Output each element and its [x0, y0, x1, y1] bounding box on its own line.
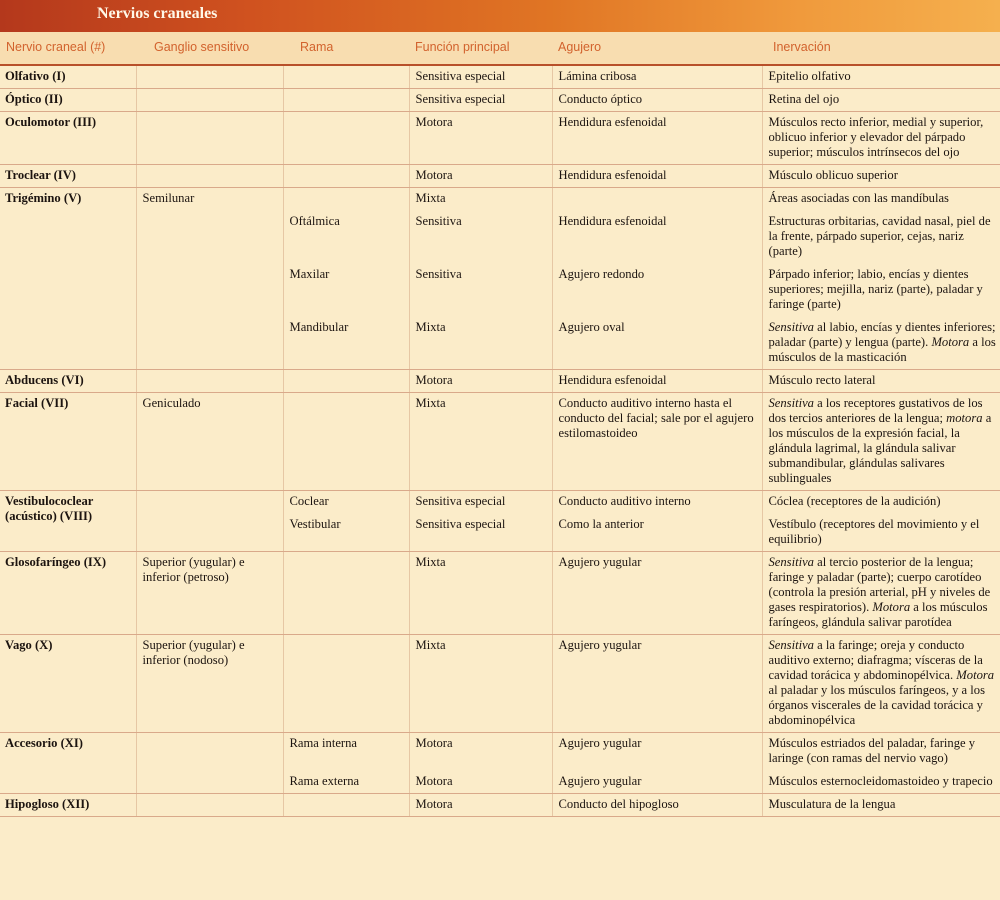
sub-innervation: Músculos esternocleidomastoideo y trapecio — [768, 774, 993, 788]
innervation-cell — [762, 112, 1000, 165]
innervation-cell — [762, 733, 1000, 794]
sub-innervation: Sensitiva a la faringe; oreja y conducto auditivo externo; diafragma; vísceras de la cavidad torácica y abdominopélvica. Motora al paladar y los músculos faríngeos, y a los órganos viscerales de la cavidad torácica y abdominopélvica — [768, 638, 995, 727]
sub-function: Sensitiva especial — [415, 517, 506, 531]
sub-branch — [290, 797, 405, 812]
innervation-cell — [762, 89, 1000, 112]
sub-branch — [290, 168, 405, 183]
ganglion-cell — [136, 165, 283, 188]
foramen-cell — [552, 393, 762, 491]
sub-branch — [290, 191, 405, 206]
table-row — [0, 491, 1000, 552]
innervation-cell — [762, 635, 1000, 733]
function-cell — [409, 491, 552, 552]
sub-innervation: Músculos estriados del paladar, faringe y laringe (con ramas del nervio vago) — [768, 736, 976, 765]
nerve-cell: Glosofaríngeo (IX) — [0, 552, 136, 635]
sub-function: Motora — [415, 736, 453, 750]
sub-innervation: Retina del ojo — [768, 92, 840, 106]
sub-innervation: Epitelio olfativo — [768, 69, 851, 83]
sub-foramen: Hendidura esfenoidal — [558, 373, 667, 387]
branch-cell — [283, 66, 409, 89]
nerve-cell: Vago (X) — [0, 635, 136, 733]
ganglion-cell: Geniculado — [136, 393, 283, 491]
sub-function: Motora — [415, 774, 453, 788]
sub-innervation: Párpado inferior; labio, encías y dientes superiores; mejilla, nariz (parte), paladar y faringe (parte) — [768, 267, 983, 311]
nerve-cell: Hipogloso (XII) — [0, 794, 136, 817]
foramen-cell — [552, 370, 762, 393]
sub-innervation: Áreas asociadas con las mandíbulas — [768, 191, 949, 205]
function-cell — [409, 794, 552, 817]
sub-branch: Coclear — [289, 494, 329, 508]
sub-innervation: Estructuras orbitarias, cavidad nasal, piel de la frente, párpado superior, cejas, nariz (parte) — [768, 214, 991, 258]
header-function: Función principal — [415, 40, 510, 54]
function-cell — [409, 393, 552, 491]
sub-branch — [290, 396, 405, 486]
innervation-cell — [762, 165, 1000, 188]
sub-function: Mixta — [415, 396, 446, 410]
table-row — [0, 552, 1000, 635]
foramen-cell — [552, 112, 762, 165]
foramen-cell — [552, 188, 762, 370]
ganglion-cell — [136, 112, 283, 165]
sub-foramen: Agujero redondo — [558, 267, 645, 281]
table-row — [0, 370, 1000, 393]
nerve-cell: Abducens (VI) — [0, 370, 136, 393]
sub-foramen: Hendidura esfenoidal — [558, 115, 667, 129]
sub-function: Mixta — [415, 638, 446, 652]
branch-cell — [283, 112, 409, 165]
function-cell — [409, 112, 552, 165]
header-branch: Rama — [300, 40, 334, 54]
sub-branch — [290, 69, 405, 84]
ganglion-cell: Semilunar — [136, 188, 283, 370]
branch-cell — [283, 552, 409, 635]
foramen-cell — [552, 165, 762, 188]
header-ganglion: Ganglio sensitivo — [154, 40, 250, 54]
sub-function: Motora — [415, 797, 453, 811]
innervation-cell — [762, 491, 1000, 552]
ganglion-cell — [136, 491, 283, 552]
function-cell — [409, 66, 552, 89]
table-row — [0, 794, 1000, 817]
sub-innervation: Sensitiva al labio, encías y dientes inferiores; paladar (parte) y lengua (parte). Motora a los músculos de la masticación — [768, 320, 996, 364]
foramen-cell — [552, 552, 762, 635]
function-cell — [409, 635, 552, 733]
nerve-cell: Óptico (II) — [0, 89, 136, 112]
foramen-cell — [552, 733, 762, 794]
innervation-cell — [762, 552, 1000, 635]
nerve-cell: Vestibulococlear (acústico) (VIII) — [0, 491, 136, 552]
function-cell — [409, 165, 552, 188]
sub-branch: Mandibular — [289, 320, 349, 334]
sub-function: Sensitiva especial — [415, 92, 506, 106]
sub-foramen: Conducto óptico — [558, 92, 643, 106]
ganglion-cell — [136, 370, 283, 393]
nerve-cell: Trigémino (V) — [0, 188, 136, 370]
sub-innervation: Músculos recto inferior, medial y superior, oblicuo inferior y elevador del párpado superior; músculos intrínsecos del ojo — [768, 115, 984, 159]
foramen-cell — [552, 635, 762, 733]
branch-cell — [283, 370, 409, 393]
sub-innervation: Músculo recto lateral — [768, 373, 876, 387]
cranial-nerves-table — [0, 66, 1000, 817]
sub-function: Mixta — [415, 191, 446, 205]
sub-function: Mixta — [415, 320, 446, 334]
table-row — [0, 188, 1000, 370]
header-foramen: Agujero — [558, 40, 602, 54]
sub-foramen: Conducto auditivo interno hasta el conducto del facial; sale por el agujero estilomastoideo — [558, 396, 754, 440]
branch-cell — [283, 89, 409, 112]
sub-branch: Vestibular — [289, 517, 341, 531]
nerve-cell: Oculomotor (III) — [0, 112, 136, 165]
sub-branch — [290, 373, 405, 388]
table-title: Nervios craneales — [97, 5, 218, 22]
sub-foramen: Agujero yugular — [558, 555, 642, 569]
sub-function: Motora — [415, 168, 453, 182]
column-header-row — [0, 32, 1000, 66]
table-row — [0, 89, 1000, 112]
ganglion-cell — [136, 89, 283, 112]
table-row — [0, 393, 1000, 491]
sub-innervation: Vestíbulo (receptores del movimiento y el equilibrio) — [768, 517, 980, 546]
sub-innervation: Sensitiva al tercio posterior de la lengua; faringe y paladar (parte); cuerpo carotídeo (controla la presión arterial, pH y niveles de gases respiratorios). Motora a los músculos faríngeos, glándula salivar parotídea — [768, 555, 991, 629]
sub-function: Sensitiva especial — [415, 69, 506, 83]
sub-foramen: Como la anterior — [558, 517, 644, 531]
header-nerve: Nervio craneal (#) — [6, 40, 106, 54]
sub-function: Sensitiva especial — [415, 494, 506, 508]
sub-branch — [290, 115, 405, 160]
function-cell — [409, 89, 552, 112]
nerve-cell: Accesorio (XI) — [0, 733, 136, 794]
branch-cell — [283, 794, 409, 817]
sub-function: Sensitiva — [415, 214, 462, 228]
sub-branch — [290, 555, 405, 630]
ganglion-cell: Superior (yugular) e inferior (nodoso) — [136, 635, 283, 733]
sub-function: Motora — [415, 115, 453, 129]
sub-foramen: Hendidura esfenoidal — [558, 168, 667, 182]
ganglion-cell: Superior (yugular) e inferior (petroso) — [136, 552, 283, 635]
table-row — [0, 165, 1000, 188]
innervation-cell — [762, 66, 1000, 89]
sub-foramen: Agujero oval — [558, 320, 625, 334]
sub-foramen: Conducto del hipogloso — [558, 797, 679, 811]
sub-innervation: Cóclea (receptores de la audición) — [768, 494, 941, 508]
sub-innervation: Músculo oblicuo superior — [768, 168, 898, 182]
innervation-cell — [762, 370, 1000, 393]
ganglion-cell — [136, 733, 283, 794]
sub-branch: Maxilar — [289, 267, 330, 281]
foramen-cell — [552, 66, 762, 89]
table-row — [0, 733, 1000, 794]
function-cell — [409, 552, 552, 635]
sub-branch — [290, 638, 405, 728]
foramen-cell — [552, 89, 762, 112]
branch-cell — [283, 733, 409, 794]
sub-function: Motora — [415, 373, 453, 387]
innervation-cell — [762, 794, 1000, 817]
branch-cell — [283, 491, 409, 552]
table-row — [0, 66, 1000, 89]
nerve-cell: Facial (VII) — [0, 393, 136, 491]
foramen-cell — [552, 491, 762, 552]
sub-foramen: Lámina cribosa — [558, 69, 637, 83]
sub-foramen: Hendidura esfenoidal — [558, 214, 667, 228]
ganglion-cell — [136, 794, 283, 817]
innervation-cell — [762, 188, 1000, 370]
sub-foramen — [559, 191, 758, 206]
ganglion-cell — [136, 66, 283, 89]
sub-function: Mixta — [415, 555, 446, 569]
title-bar — [0, 0, 1000, 32]
function-cell — [409, 188, 552, 370]
sub-innervation: Sensitiva a los receptores gustativos de los dos tercios anteriores de la lengua; motora a los músculos de la expresión facial, la glándula lagrimal, la glándula salivar submandibular, glándulas salivares sublinguales — [768, 396, 992, 485]
header-innervation: Inervación — [773, 40, 831, 54]
sub-foramen: Agujero yugular — [558, 774, 642, 788]
foramen-cell — [552, 794, 762, 817]
branch-cell — [283, 393, 409, 491]
sub-foramen: Agujero yugular — [558, 638, 642, 652]
sub-innervation: Musculatura de la lengua — [768, 797, 896, 811]
sub-foramen: Agujero yugular — [558, 736, 642, 750]
sub-function: Sensitiva — [415, 267, 462, 281]
branch-cell — [283, 188, 409, 370]
nerve-cell: Olfativo (I) — [0, 66, 136, 89]
sub-branch — [290, 92, 405, 107]
function-cell — [409, 370, 552, 393]
table-row — [0, 112, 1000, 165]
sub-branch: Oftálmica — [289, 214, 340, 228]
branch-cell — [283, 165, 409, 188]
sub-foramen: Conducto auditivo interno — [558, 494, 691, 508]
sub-branch: Rama interna — [289, 736, 357, 750]
table-row — [0, 635, 1000, 733]
nerve-cell: Troclear (IV) — [0, 165, 136, 188]
function-cell — [409, 733, 552, 794]
branch-cell — [283, 635, 409, 733]
innervation-cell — [762, 393, 1000, 491]
sub-branch: Rama externa — [289, 774, 360, 788]
